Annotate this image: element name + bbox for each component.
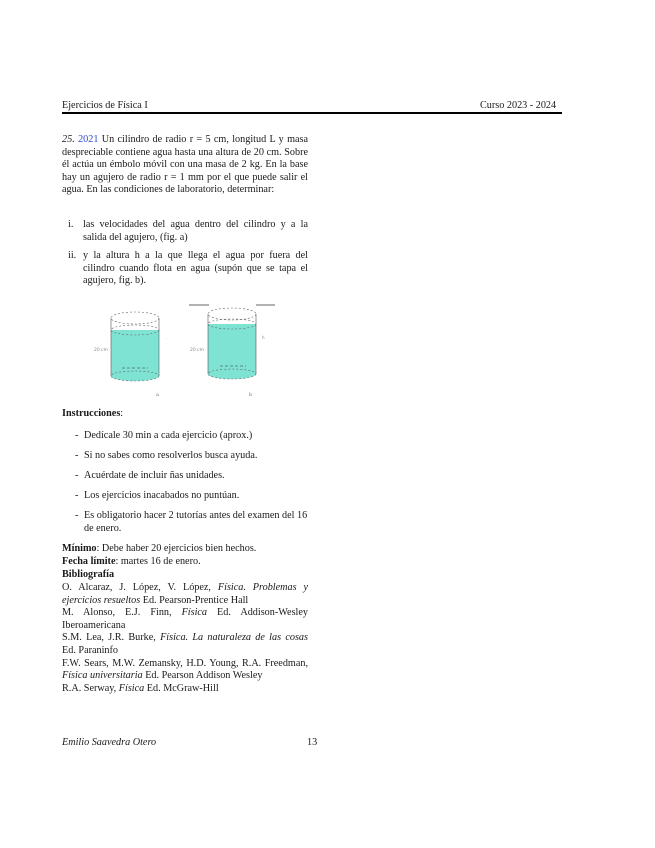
item-text: y la altura h a la que llega el agua por fuera del cilindro cuando flota en agua (supón que se tapa el agujero, fig. b). bbox=[83, 250, 308, 287]
bib-entry: F.W. Sears, M.W. Zemansky, H.D. Young, R.A. Freedman, Física universitaria Ed. Pearson Addison Wesley bbox=[62, 657, 308, 682]
cylinder-a bbox=[94, 312, 167, 381]
water-fill-b bbox=[208, 324, 256, 374]
minimo-line: Mínimo: Debe haber 20 ejercicios bien hechos. bbox=[62, 543, 257, 554]
item-text: las velocidades del agua dentro del cilindro y a la salida del agujero, (fig. a) bbox=[83, 219, 308, 243]
item-number: ii. bbox=[68, 250, 77, 261]
page-number: 13 bbox=[307, 737, 318, 748]
bib-entry: O. Alcaraz, J. López, V. López, Física. Problemas y ejercicios resueltos Ed. Pearson-Prentice Hall bbox=[62, 582, 308, 606]
instructions-heading: Instrucciones: bbox=[62, 408, 124, 419]
bibliography-list bbox=[62, 582, 308, 695]
header-left: Ejercicios de Física I bbox=[62, 100, 148, 111]
svg-text:.: . bbox=[166, 335, 168, 340]
bib-entry: S.M. Lea, J.R. Burke, Física. La naturaleza de las cosas Ed. Paraninfo bbox=[62, 632, 308, 656]
water-fill-a bbox=[111, 330, 159, 376]
fecha-line: Fecha límite: martes 16 de enero. bbox=[62, 556, 201, 567]
problem-number: 25. bbox=[62, 134, 75, 145]
figure-label-a: a bbox=[156, 392, 159, 398]
figure-label-b: b bbox=[249, 392, 253, 398]
item-number: i. bbox=[68, 219, 74, 230]
svg-text:h: h bbox=[262, 335, 265, 340]
svg-text:20 cm: 20 cm bbox=[190, 348, 205, 353]
bib-entry: M. Alonso, E.J. Finn, Física Ed. Addison-Wesley Iberoamericana bbox=[62, 607, 308, 631]
problem-statement bbox=[62, 134, 308, 197]
footer-author: Emilio Saavedra Otero bbox=[62, 737, 157, 748]
header-rule bbox=[62, 112, 562, 114]
cylinder-b bbox=[189, 305, 275, 379]
problem-text: Un cilindro de radio r = 5 cm, longitud L y masa despreciable contiene agua hasta una altura de 20 cm. Sobre él actúa un émbolo móvil con una masa de 2 kg. En la base hay un agujero de radio r = 1 mm por el que puede salir el agua. En las condiciones de laboratorio, determinar: bbox=[62, 134, 309, 196]
problem-year-link[interactable]: 2021 bbox=[78, 134, 99, 145]
cylinders-figure bbox=[86, 296, 282, 400]
bibliography-title: Bibliografía bbox=[62, 569, 115, 580]
header-right: Curso 2023 - 2024 bbox=[480, 100, 557, 111]
bib-entry: R.A. Serway, Física Ed. McGraw-Hill bbox=[62, 682, 219, 694]
svg-text:20 cm: 20 cm bbox=[94, 348, 109, 353]
